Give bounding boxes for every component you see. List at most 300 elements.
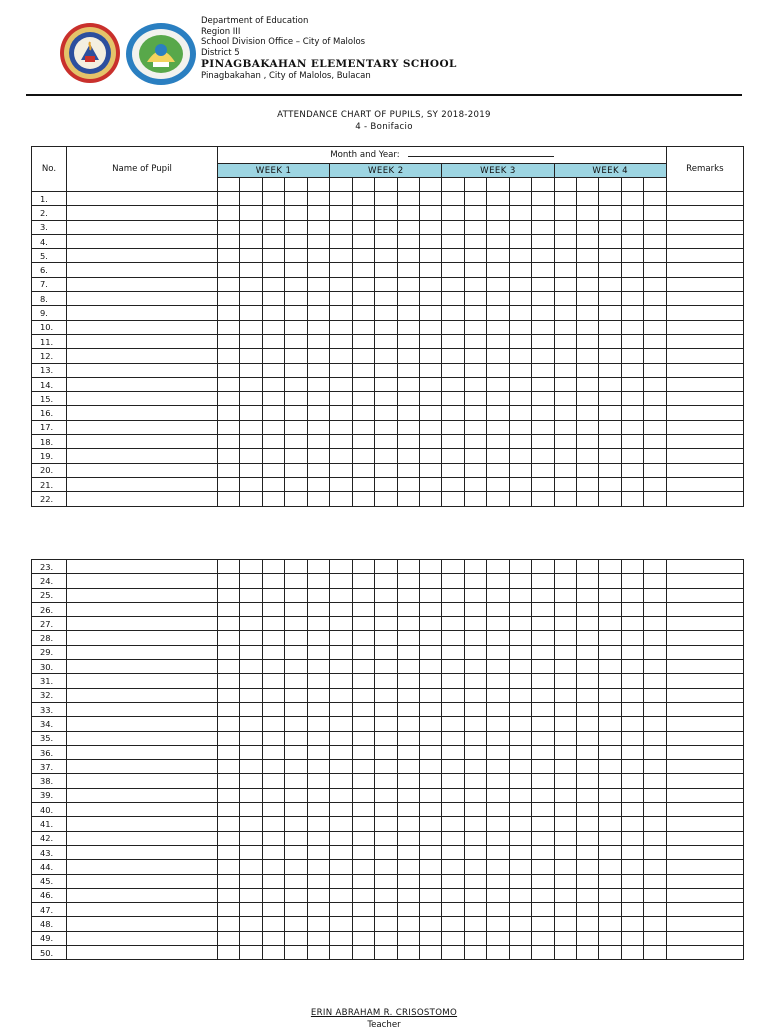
attendance-cell[interactable] [419, 931, 441, 945]
attendance-cell[interactable] [375, 617, 397, 631]
pupil-name-cell[interactable] [67, 206, 218, 220]
remarks-cell[interactable] [666, 874, 743, 888]
attendance-cell[interactable] [375, 574, 397, 588]
attendance-cell[interactable] [240, 206, 262, 220]
attendance-cell[interactable] [397, 831, 419, 845]
attendance-cell[interactable] [554, 263, 576, 277]
attendance-cell[interactable] [487, 477, 509, 491]
attendance-cell[interactable] [577, 874, 599, 888]
remarks-cell[interactable] [666, 320, 743, 334]
attendance-cell[interactable] [577, 888, 599, 902]
pupil-name-cell[interactable] [67, 449, 218, 463]
attendance-cell[interactable] [644, 574, 666, 588]
attendance-cell[interactable] [509, 731, 531, 745]
attendance-cell[interactable] [577, 377, 599, 391]
attendance-cell[interactable] [397, 631, 419, 645]
attendance-cell[interactable] [240, 334, 262, 348]
attendance-cell[interactable] [240, 631, 262, 645]
attendance-cell[interactable] [464, 831, 486, 845]
attendance-cell[interactable] [487, 860, 509, 874]
attendance-cell[interactable] [509, 292, 531, 306]
attendance-cell[interactable] [509, 249, 531, 263]
attendance-cell[interactable] [262, 492, 284, 506]
attendance-cell[interactable] [599, 377, 621, 391]
attendance-cell[interactable] [554, 803, 576, 817]
attendance-cell[interactable] [532, 349, 554, 363]
attendance-cell[interactable] [509, 320, 531, 334]
remarks-cell[interactable] [666, 406, 743, 420]
attendance-cell[interactable] [577, 845, 599, 859]
attendance-cell[interactable] [464, 588, 486, 602]
attendance-cell[interactable] [532, 817, 554, 831]
attendance-cell[interactable] [307, 377, 329, 391]
attendance-cell[interactable] [644, 220, 667, 234]
attendance-cell[interactable] [352, 717, 374, 731]
attendance-cell[interactable] [487, 277, 509, 291]
attendance-cell[interactable] [397, 903, 419, 917]
attendance-cell[interactable] [599, 760, 621, 774]
attendance-cell[interactable] [285, 803, 307, 817]
attendance-cell[interactable] [285, 717, 307, 731]
attendance-cell[interactable] [397, 702, 419, 716]
attendance-cell[interactable] [532, 760, 554, 774]
attendance-cell[interactable] [330, 760, 352, 774]
attendance-cell[interactable] [464, 420, 486, 434]
attendance-cell[interactable] [599, 874, 621, 888]
attendance-cell[interactable] [599, 845, 621, 859]
attendance-cell[interactable] [577, 903, 599, 917]
attendance-cell[interactable] [352, 435, 374, 449]
attendance-cell[interactable] [218, 206, 240, 220]
attendance-cell[interactable] [218, 574, 240, 588]
attendance-cell[interactable] [352, 292, 374, 306]
attendance-cell[interactable] [419, 645, 441, 659]
attendance-cell[interactable] [262, 206, 284, 220]
pupil-name-cell[interactable] [67, 631, 218, 645]
attendance-cell[interactable] [577, 277, 599, 291]
attendance-cell[interactable] [330, 334, 352, 348]
attendance-cell[interactable] [532, 406, 554, 420]
attendance-cell[interactable] [419, 560, 441, 574]
attendance-cell[interactable] [397, 688, 419, 702]
attendance-cell[interactable] [330, 645, 352, 659]
attendance-cell[interactable] [397, 617, 419, 631]
attendance-cell[interactable] [464, 277, 486, 291]
attendance-cell[interactable] [442, 903, 464, 917]
attendance-cell[interactable] [487, 674, 509, 688]
attendance-cell[interactable] [621, 745, 643, 759]
attendance-cell[interactable] [240, 588, 262, 602]
attendance-cell[interactable] [352, 334, 374, 348]
attendance-cell[interactable] [621, 817, 643, 831]
attendance-cell[interactable] [621, 831, 643, 845]
attendance-cell[interactable] [509, 660, 531, 674]
attendance-cell[interactable] [532, 660, 554, 674]
attendance-cell[interactable] [599, 406, 621, 420]
attendance-cell[interactable] [285, 602, 307, 616]
attendance-cell[interactable] [218, 631, 240, 645]
attendance-cell[interactable] [532, 192, 554, 206]
attendance-cell[interactable] [442, 688, 464, 702]
attendance-cell[interactable] [599, 774, 621, 788]
attendance-cell[interactable] [487, 917, 509, 931]
pupil-name-cell[interactable] [67, 903, 218, 917]
attendance-cell[interactable] [487, 206, 509, 220]
attendance-cell[interactable] [375, 731, 397, 745]
attendance-cell[interactable] [330, 192, 352, 206]
attendance-cell[interactable] [218, 220, 240, 234]
attendance-cell[interactable] [375, 702, 397, 716]
pupil-name-cell[interactable] [67, 588, 218, 602]
remarks-cell[interactable] [666, 363, 743, 377]
attendance-cell[interactable] [307, 560, 329, 574]
attendance-cell[interactable] [419, 717, 441, 731]
remarks-cell[interactable] [666, 688, 743, 702]
attendance-cell[interactable] [240, 420, 262, 434]
attendance-cell[interactable] [307, 631, 329, 645]
attendance-cell[interactable] [419, 406, 441, 420]
attendance-cell[interactable] [599, 477, 621, 491]
attendance-cell[interactable] [509, 717, 531, 731]
attendance-cell[interactable] [307, 774, 329, 788]
attendance-cell[interactable] [330, 220, 352, 234]
attendance-cell[interactable] [577, 645, 599, 659]
attendance-cell[interactable] [599, 363, 621, 377]
attendance-cell[interactable] [307, 263, 329, 277]
attendance-cell[interactable] [375, 192, 397, 206]
attendance-cell[interactable] [330, 602, 352, 616]
attendance-cell[interactable] [240, 435, 262, 449]
attendance-cell[interactable] [509, 702, 531, 716]
attendance-cell[interactable] [487, 492, 509, 506]
attendance-cell[interactable] [621, 917, 643, 931]
attendance-cell[interactable] [352, 845, 374, 859]
attendance-cell[interactable] [419, 702, 441, 716]
attendance-cell[interactable] [218, 306, 240, 320]
attendance-cell[interactable] [330, 406, 352, 420]
attendance-cell[interactable] [509, 192, 531, 206]
attendance-cell[interactable] [442, 277, 464, 291]
attendance-cell[interactable] [554, 617, 576, 631]
attendance-cell[interactable] [419, 463, 441, 477]
attendance-cell[interactable] [375, 292, 397, 306]
attendance-cell[interactable] [509, 492, 531, 506]
attendance-cell[interactable] [397, 206, 419, 220]
attendance-cell[interactable] [240, 292, 262, 306]
attendance-cell[interactable] [307, 420, 329, 434]
pupil-name-cell[interactable] [67, 220, 218, 234]
attendance-cell[interactable] [330, 903, 352, 917]
attendance-cell[interactable] [621, 492, 643, 506]
attendance-cell[interactable] [285, 645, 307, 659]
attendance-cell[interactable] [554, 788, 576, 802]
attendance-cell[interactable] [240, 249, 262, 263]
pupil-name-cell[interactable] [67, 774, 218, 788]
attendance-cell[interactable] [577, 477, 599, 491]
attendance-cell[interactable] [419, 363, 441, 377]
attendance-cell[interactable] [285, 560, 307, 574]
attendance-cell[interactable] [218, 731, 240, 745]
attendance-cell[interactable] [330, 888, 352, 902]
attendance-cell[interactable] [285, 449, 307, 463]
attendance-cell[interactable] [509, 334, 531, 348]
attendance-cell[interactable] [397, 560, 419, 574]
attendance-cell[interactable] [621, 588, 643, 602]
attendance-cell[interactable] [375, 263, 397, 277]
attendance-cell[interactable] [554, 420, 576, 434]
attendance-cell[interactable] [375, 477, 397, 491]
attendance-cell[interactable] [577, 334, 599, 348]
attendance-cell[interactable] [532, 449, 554, 463]
attendance-cell[interactable] [375, 463, 397, 477]
attendance-cell[interactable] [464, 717, 486, 731]
attendance-cell[interactable] [330, 435, 352, 449]
remarks-cell[interactable] [666, 803, 743, 817]
attendance-cell[interactable] [218, 406, 240, 420]
attendance-cell[interactable] [532, 717, 554, 731]
attendance-cell[interactable] [644, 292, 667, 306]
attendance-cell[interactable] [397, 874, 419, 888]
attendance-cell[interactable] [577, 420, 599, 434]
attendance-cell[interactable] [352, 420, 374, 434]
attendance-cell[interactable] [554, 306, 576, 320]
attendance-cell[interactable] [352, 492, 374, 506]
attendance-cell[interactable] [621, 660, 643, 674]
attendance-cell[interactable] [644, 392, 667, 406]
attendance-cell[interactable] [464, 917, 486, 931]
attendance-cell[interactable] [644, 263, 667, 277]
attendance-cell[interactable] [330, 234, 352, 248]
attendance-cell[interactable] [599, 660, 621, 674]
attendance-cell[interactable] [285, 774, 307, 788]
attendance-cell[interactable] [442, 292, 464, 306]
attendance-cell[interactable] [218, 492, 240, 506]
attendance-cell[interactable] [419, 349, 441, 363]
attendance-cell[interactable] [352, 220, 374, 234]
attendance-cell[interactable] [487, 420, 509, 434]
attendance-cell[interactable] [218, 860, 240, 874]
attendance-cell[interactable] [554, 688, 576, 702]
attendance-cell[interactable] [464, 220, 486, 234]
pupil-name-cell[interactable] [67, 617, 218, 631]
attendance-cell[interactable] [509, 588, 531, 602]
attendance-cell[interactable] [330, 492, 352, 506]
attendance-cell[interactable] [352, 831, 374, 845]
attendance-cell[interactable] [240, 220, 262, 234]
attendance-cell[interactable] [599, 560, 621, 574]
attendance-cell[interactable] [330, 277, 352, 291]
attendance-cell[interactable] [532, 845, 554, 859]
attendance-cell[interactable] [464, 774, 486, 788]
attendance-cell[interactable] [330, 803, 352, 817]
attendance-cell[interactable] [532, 363, 554, 377]
attendance-cell[interactable] [218, 688, 240, 702]
attendance-cell[interactable] [599, 392, 621, 406]
month-and-year-field[interactable] [218, 147, 667, 164]
attendance-cell[interactable] [532, 702, 554, 716]
attendance-cell[interactable] [285, 463, 307, 477]
attendance-cell[interactable] [218, 917, 240, 931]
attendance-cell[interactable] [218, 874, 240, 888]
attendance-cell[interactable] [262, 320, 284, 334]
attendance-cell[interactable] [487, 874, 509, 888]
remarks-cell[interactable] [666, 560, 743, 574]
attendance-cell[interactable] [218, 249, 240, 263]
pupil-name-cell[interactable] [67, 263, 218, 277]
attendance-cell[interactable] [577, 617, 599, 631]
attendance-cell[interactable] [419, 788, 441, 802]
attendance-cell[interactable] [397, 674, 419, 688]
attendance-cell[interactable] [532, 831, 554, 845]
attendance-cell[interactable] [240, 888, 262, 902]
attendance-cell[interactable] [285, 760, 307, 774]
attendance-cell[interactable] [644, 688, 666, 702]
attendance-cell[interactable] [330, 463, 352, 477]
attendance-cell[interactable] [375, 435, 397, 449]
attendance-cell[interactable] [464, 306, 486, 320]
attendance-cell[interactable] [330, 674, 352, 688]
attendance-cell[interactable] [375, 306, 397, 320]
attendance-cell[interactable] [577, 688, 599, 702]
attendance-cell[interactable] [599, 688, 621, 702]
remarks-cell[interactable] [666, 477, 743, 491]
attendance-cell[interactable] [330, 588, 352, 602]
attendance-cell[interactable] [644, 774, 666, 788]
attendance-cell[interactable] [621, 645, 643, 659]
attendance-cell[interactable] [599, 435, 621, 449]
attendance-cell[interactable] [532, 320, 554, 334]
attendance-cell[interactable] [599, 860, 621, 874]
attendance-cell[interactable] [352, 660, 374, 674]
pupil-name-cell[interactable] [67, 234, 218, 248]
attendance-cell[interactable] [218, 617, 240, 631]
attendance-cell[interactable] [621, 249, 643, 263]
attendance-cell[interactable] [330, 774, 352, 788]
attendance-cell[interactable] [240, 602, 262, 616]
attendance-cell[interactable] [397, 320, 419, 334]
attendance-cell[interactable] [599, 492, 621, 506]
attendance-cell[interactable] [397, 477, 419, 491]
attendance-cell[interactable] [262, 774, 284, 788]
attendance-cell[interactable] [464, 688, 486, 702]
attendance-cell[interactable] [307, 660, 329, 674]
attendance-cell[interactable] [599, 449, 621, 463]
attendance-cell[interactable] [262, 263, 284, 277]
attendance-cell[interactable] [375, 206, 397, 220]
attendance-cell[interactable] [352, 860, 374, 874]
remarks-cell[interactable] [666, 463, 743, 477]
attendance-cell[interactable] [375, 803, 397, 817]
attendance-cell[interactable] [532, 392, 554, 406]
attendance-cell[interactable] [464, 206, 486, 220]
attendance-cell[interactable] [218, 674, 240, 688]
attendance-cell[interactable] [509, 602, 531, 616]
attendance-cell[interactable] [419, 492, 441, 506]
pupil-name-cell[interactable] [67, 249, 218, 263]
attendance-cell[interactable] [464, 803, 486, 817]
attendance-cell[interactable] [509, 903, 531, 917]
pupil-name-cell[interactable] [67, 377, 218, 391]
attendance-cell[interactable] [621, 363, 643, 377]
attendance-cell[interactable] [532, 420, 554, 434]
attendance-cell[interactable] [285, 845, 307, 859]
attendance-cell[interactable] [240, 760, 262, 774]
attendance-cell[interactable] [352, 363, 374, 377]
attendance-cell[interactable] [330, 420, 352, 434]
attendance-cell[interactable] [532, 306, 554, 320]
attendance-cell[interactable] [442, 334, 464, 348]
remarks-cell[interactable] [666, 206, 743, 220]
pupil-name-cell[interactable] [67, 860, 218, 874]
pupil-name-cell[interactable] [67, 192, 218, 206]
remarks-cell[interactable] [666, 449, 743, 463]
attendance-cell[interactable] [397, 660, 419, 674]
attendance-cell[interactable] [464, 435, 486, 449]
attendance-cell[interactable] [397, 645, 419, 659]
attendance-cell[interactable] [487, 349, 509, 363]
attendance-cell[interactable] [397, 946, 419, 960]
remarks-cell[interactable] [666, 903, 743, 917]
attendance-cell[interactable] [442, 192, 464, 206]
attendance-cell[interactable] [487, 788, 509, 802]
attendance-cell[interactable] [307, 860, 329, 874]
attendance-cell[interactable] [419, 688, 441, 702]
attendance-cell[interactable] [262, 377, 284, 391]
attendance-cell[interactable] [397, 249, 419, 263]
attendance-cell[interactable] [554, 363, 576, 377]
attendance-cell[interactable] [577, 320, 599, 334]
attendance-cell[interactable] [532, 377, 554, 391]
attendance-cell[interactable] [599, 917, 621, 931]
attendance-cell[interactable] [375, 234, 397, 248]
attendance-cell[interactable] [419, 845, 441, 859]
attendance-cell[interactable] [307, 574, 329, 588]
attendance-cell[interactable] [352, 760, 374, 774]
pupil-name-cell[interactable] [67, 660, 218, 674]
remarks-cell[interactable] [666, 392, 743, 406]
attendance-cell[interactable] [442, 220, 464, 234]
attendance-cell[interactable] [532, 731, 554, 745]
attendance-cell[interactable] [577, 192, 599, 206]
attendance-cell[interactable] [375, 277, 397, 291]
attendance-cell[interactable] [218, 702, 240, 716]
attendance-cell[interactable] [487, 645, 509, 659]
attendance-cell[interactable] [509, 760, 531, 774]
attendance-cell[interactable] [307, 206, 329, 220]
attendance-cell[interactable] [375, 631, 397, 645]
attendance-cell[interactable] [644, 903, 666, 917]
attendance-cell[interactable] [262, 717, 284, 731]
attendance-cell[interactable] [621, 435, 643, 449]
attendance-cell[interactable] [532, 477, 554, 491]
attendance-cell[interactable] [644, 334, 667, 348]
attendance-cell[interactable] [262, 220, 284, 234]
attendance-cell[interactable] [464, 392, 486, 406]
attendance-cell[interactable] [375, 674, 397, 688]
attendance-cell[interactable] [554, 817, 576, 831]
attendance-cell[interactable] [644, 817, 666, 831]
attendance-cell[interactable] [577, 860, 599, 874]
attendance-cell[interactable] [330, 392, 352, 406]
pupil-name-cell[interactable] [67, 574, 218, 588]
attendance-cell[interactable] [397, 917, 419, 931]
attendance-cell[interactable] [464, 617, 486, 631]
attendance-cell[interactable] [307, 617, 329, 631]
attendance-cell[interactable] [218, 831, 240, 845]
attendance-cell[interactable] [487, 631, 509, 645]
attendance-cell[interactable] [599, 263, 621, 277]
attendance-cell[interactable] [419, 292, 441, 306]
